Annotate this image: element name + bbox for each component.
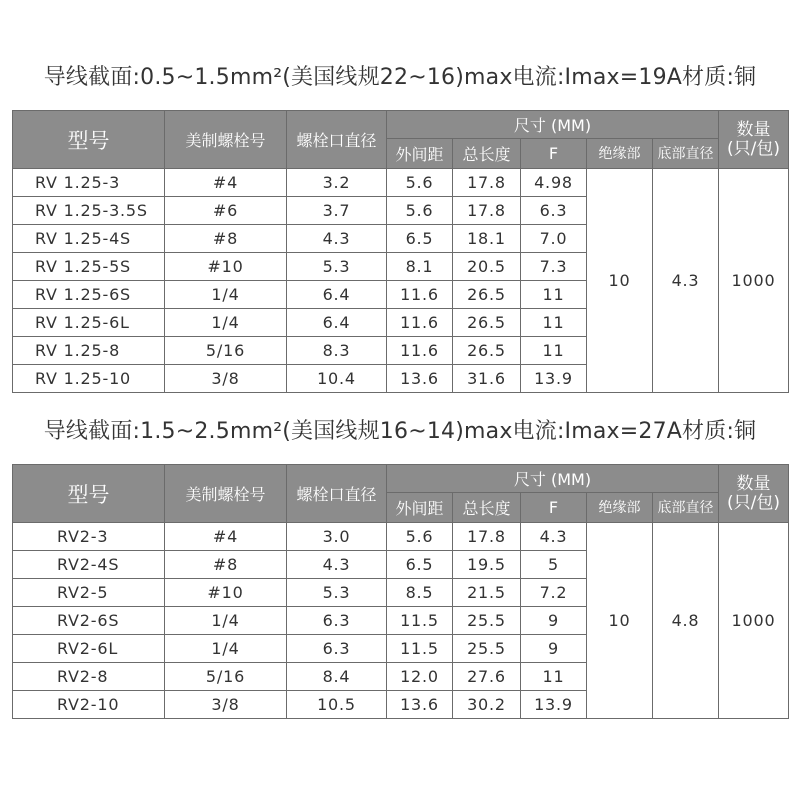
bolt-diameter-cell: 3.2 [287,169,387,197]
header-total-length: 总长度 [453,139,521,169]
header-quantity-line2: (只/包) [727,492,780,513]
f-cell: 13.9 [521,691,587,719]
header-size-group: 尺寸 (MM) [387,111,719,139]
f-cell: 4.98 [521,169,587,197]
model-cell: RV 1.25-6S [13,281,165,309]
model-cell: RV 1.25-8 [13,337,165,365]
us-bolt-cell: #8 [165,225,287,253]
f-cell: 11 [521,337,587,365]
us-bolt-cell: #8 [165,551,287,579]
f-cell: 9 [521,607,587,635]
outer-spacing-cell: 11.5 [387,635,453,663]
outer-spacing-cell: 13.6 [387,365,453,393]
outer-spacing-cell: 11.6 [387,281,453,309]
total-length-cell: 26.5 [453,337,521,365]
model-cell: RV2-8 [13,663,165,691]
us-bolt-cell: 1/4 [165,309,287,337]
bolt-diameter-cell: 6.4 [287,309,387,337]
us-bolt-cell: 5/16 [165,337,287,365]
outer-spacing-cell: 6.5 [387,225,453,253]
f-cell: 7.3 [521,253,587,281]
bolt-diameter-cell: 8.3 [287,337,387,365]
model-cell: RV 1.25-3 [13,169,165,197]
model-cell: RV2-10 [13,691,165,719]
header-quantity [719,111,789,169]
table-body [13,523,789,719]
quantity-cell: 1000 [719,523,789,719]
quantity-cell: 1000 [719,169,789,393]
header-outer-spacing: 外间距 [387,139,453,169]
bolt-diameter-cell: 6.3 [287,607,387,635]
bottom-diameter-cell: 4.3 [653,169,719,393]
us-bolt-cell: 3/8 [165,365,287,393]
f-cell: 6.3 [521,197,587,225]
header-total-length: 总长度 [453,493,521,523]
bolt-diameter-cell: 4.3 [287,225,387,253]
outer-spacing-cell: 5.6 [387,169,453,197]
outer-spacing-cell: 5.6 [387,523,453,551]
bolt-diameter-cell: 3.7 [287,197,387,225]
total-length-cell: 17.8 [453,169,521,197]
bolt-diameter-cell: 4.3 [287,551,387,579]
f-cell: 11 [521,281,587,309]
model-cell: RV 1.25-6L [13,309,165,337]
header-quantity-line2: (只/包) [727,138,780,159]
outer-spacing-cell: 12.0 [387,663,453,691]
outer-spacing-cell: 13.6 [387,691,453,719]
total-length-cell: 25.5 [453,635,521,663]
header-model: 型号 [13,465,165,523]
model-cell: RV2-4S [13,551,165,579]
us-bolt-cell: #4 [165,523,287,551]
bolt-diameter-cell: 5.3 [287,579,387,607]
bolt-diameter-cell: 10.4 [287,365,387,393]
model-cell: RV2-6S [13,607,165,635]
spec-table-2 [12,464,789,719]
f-cell: 9 [521,635,587,663]
outer-spacing-cell: 11.5 [387,607,453,635]
header-f: F [521,139,587,169]
table-row [13,523,789,551]
us-bolt-cell: 3/8 [165,691,287,719]
insulation-cell: 10 [587,523,653,719]
total-length-cell: 19.5 [453,551,521,579]
header-us-bolt: 美制螺栓号 [165,465,287,523]
total-length-cell: 18.1 [453,225,521,253]
us-bolt-cell: 1/4 [165,607,287,635]
table-row [13,169,789,197]
f-cell: 11 [521,663,587,691]
section-2-title: 导线截面:1.5~2.5mm²(美国线规16~14)max电流:Imax=27A材质:铜 [43,419,757,444]
us-bolt-cell: #6 [165,197,287,225]
outer-spacing-cell: 11.6 [387,337,453,365]
us-bolt-cell: 5/16 [165,663,287,691]
spec-table-1 [12,110,789,393]
model-cell: RV 1.25-10 [13,365,165,393]
f-cell: 5 [521,551,587,579]
outer-spacing-cell: 8.5 [387,579,453,607]
header-bolt-diameter: 螺栓口直径 [287,465,387,523]
total-length-cell: 17.8 [453,523,521,551]
model-cell: RV2-3 [13,523,165,551]
us-bolt-cell: #4 [165,169,287,197]
header-quantity-line1: 数量 [736,119,771,140]
outer-spacing-cell: 11.6 [387,309,453,337]
total-length-cell: 17.8 [453,197,521,225]
us-bolt-cell: 1/4 [165,635,287,663]
total-length-cell: 26.5 [453,309,521,337]
header-outer-spacing: 外间距 [387,493,453,523]
model-cell: RV2-6L [13,635,165,663]
bolt-diameter-cell: 3.0 [287,523,387,551]
total-length-cell: 31.6 [453,365,521,393]
total-length-cell: 25.5 [453,607,521,635]
table-body [13,169,789,393]
header-quantity [719,465,789,523]
f-cell: 7.0 [521,225,587,253]
us-bolt-cell: #10 [165,253,287,281]
bolt-diameter-cell: 6.3 [287,635,387,663]
bolt-diameter-cell: 6.4 [287,281,387,309]
bolt-diameter-cell: 8.4 [287,663,387,691]
header-insulation: 绝缘部 [587,493,653,523]
header-insulation: 绝缘部 [587,139,653,169]
outer-spacing-cell: 5.6 [387,197,453,225]
bolt-diameter-cell: 10.5 [287,691,387,719]
total-length-cell: 26.5 [453,281,521,309]
header-bolt-diameter: 螺栓口直径 [287,111,387,169]
model-cell: RV 1.25-5S [13,253,165,281]
model-cell: RV 1.25-4S [13,225,165,253]
total-length-cell: 20.5 [453,253,521,281]
us-bolt-cell: 1/4 [165,281,287,309]
model-cell: RV 1.25-3.5S [13,197,165,225]
f-cell: 13.9 [521,365,587,393]
f-cell: 11 [521,309,587,337]
header-bottom-diameter: 底部直径 [653,139,719,169]
header-quantity-line1: 数量 [736,473,771,494]
outer-spacing-cell: 6.5 [387,551,453,579]
model-cell: RV2-5 [13,579,165,607]
header-model: 型号 [13,111,165,169]
header-size-group: 尺寸 (MM) [387,465,719,493]
bolt-diameter-cell: 5.3 [287,253,387,281]
us-bolt-cell: #10 [165,579,287,607]
header-bottom-diameter: 底部直径 [653,493,719,523]
total-length-cell: 30.2 [453,691,521,719]
outer-spacing-cell: 8.1 [387,253,453,281]
header-f: F [521,493,587,523]
f-cell: 7.2 [521,579,587,607]
total-length-cell: 21.5 [453,579,521,607]
section-1-title: 导线截面:0.5~1.5mm²(美国线规22~16)max电流:Imax=19A材质:铜 [43,65,757,90]
total-length-cell: 27.6 [453,663,521,691]
bottom-diameter-cell: 4.8 [653,523,719,719]
header-us-bolt: 美制螺栓号 [165,111,287,169]
f-cell: 4.3 [521,523,587,551]
insulation-cell: 10 [587,169,653,393]
